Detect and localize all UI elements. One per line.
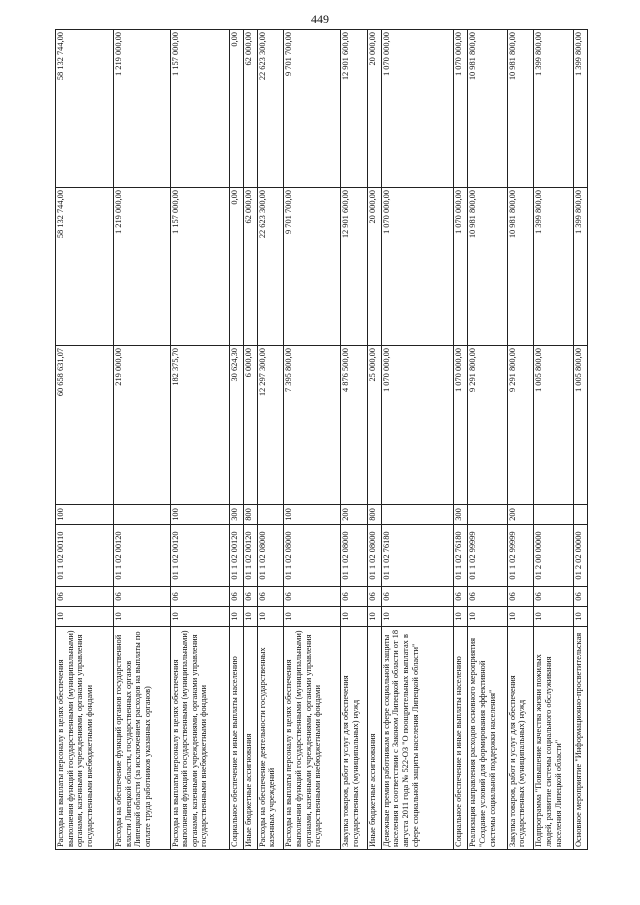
- row-subsection: 06: [243, 587, 257, 607]
- budget-table: [55, 29, 588, 850]
- row-name: Реализация направления расходов основного мероприятия "Создание условий для формирования эффективной системы социальной поддержки населения": [468, 627, 507, 850]
- row-section: 10: [170, 607, 229, 627]
- row-amount-2: 9 701 700,00: [284, 188, 341, 346]
- row-target-article: 01 1 02 00120: [243, 525, 257, 587]
- row-target-article: 01 1 02 08000: [367, 525, 381, 587]
- table-row: [243, 30, 257, 850]
- row-amount-3: 10 981 800,00: [468, 30, 507, 188]
- row-amount-3: 1 070 000,00: [454, 30, 468, 188]
- table-row: [229, 30, 243, 850]
- row-name: Денежные премии работникам в сфере социальной защиты населения в соответствии с Законом Липецкой области от 18 августа 2011 года № 522-ОЗ "О поощрительных выплатах в сфере социальной защиты населения Липецкой области": [381, 627, 453, 850]
- row-subsection: 06: [341, 587, 368, 607]
- row-amount-1: 1 005 800,00: [573, 346, 587, 505]
- table-row: [534, 30, 573, 850]
- row-amount-3: 20 000,00: [367, 30, 381, 188]
- row-expense-type: [573, 505, 587, 525]
- row-amount-3: 1 157 000,00: [170, 30, 229, 188]
- row-section: 10: [341, 607, 368, 627]
- row-name: Расходы на выплаты персоналу в целях обеспечения выполнения функций государственными (муниципальными) органами, казенными учреждениями, органами управления государственными внебюджетными фондами: [170, 627, 229, 850]
- row-amount-3: 1 399 800,00: [534, 30, 573, 188]
- table-row: [573, 30, 587, 850]
- row-section: 10: [113, 607, 170, 627]
- row-amount-2: 12 901 600,00: [341, 188, 368, 346]
- row-subsection: 06: [284, 587, 341, 607]
- row-section: 10: [534, 607, 573, 627]
- row-section: 10: [454, 607, 468, 627]
- row-name: Подпрограмма "Повышение качества жизни пожилых людей, развитие системы социального обслуживания населения Липецкой области": [534, 627, 573, 850]
- row-target-article: 01 1 02 99999: [507, 525, 534, 587]
- row-expense-type: 800: [243, 505, 257, 525]
- row-amount-3: 0,00: [229, 30, 243, 188]
- table-row: [170, 30, 229, 850]
- row-amount-3: 9 701 700,00: [284, 30, 341, 188]
- table-row: [257, 30, 284, 850]
- row-subsection: 06: [468, 587, 507, 607]
- row-amount-2: 22 623 300,00: [257, 188, 284, 346]
- row-target-article: 01 1 02 00110: [56, 525, 114, 587]
- row-target-article: 01 1 02 76180: [381, 525, 453, 587]
- row-amount-1: 9 291 800,00: [468, 346, 507, 505]
- row-amount-3: 10 981 800,00: [507, 30, 534, 188]
- row-name: Расходы на обеспечение функций органов государственной власти Липецкой области, государственных органов Липецкой области (за исключением расходов на выплаты по оплате труда работников указанных органов): [113, 627, 170, 850]
- row-amount-2: 58 132 744,00: [56, 188, 114, 346]
- row-amount-1: 1 005 800,00: [534, 346, 573, 505]
- table-row: [113, 30, 170, 850]
- row-section: 10: [507, 607, 534, 627]
- row-amount-3: 58 132 744,00: [56, 30, 114, 188]
- row-amount-1: 9 291 800,00: [507, 346, 534, 505]
- row-subsection: 06: [56, 587, 114, 607]
- row-subsection: 06: [367, 587, 381, 607]
- row-expense-type: 300: [454, 505, 468, 525]
- row-amount-2: 20 000,00: [367, 188, 381, 346]
- row-amount-3: 1 219 000,00: [113, 30, 170, 188]
- row-amount-1: 1 070 000,00: [454, 346, 468, 505]
- row-name: Расходы на обеспечение деятельности государственных казенных учреждений: [257, 627, 284, 850]
- row-name: Основное мероприятие "Информационно-просветительская: [573, 627, 587, 850]
- row-subsection: 06: [229, 587, 243, 607]
- row-amount-2: 1 070 000,00: [381, 188, 453, 346]
- row-section: 10: [257, 607, 284, 627]
- row-amount-2: 1 399 800,00: [573, 188, 587, 346]
- row-amount-2: 1 399 800,00: [534, 188, 573, 346]
- row-amount-3: 22 623 300,00: [257, 30, 284, 188]
- row-name: Закупка товаров, работ и услуг для обеспечения государственных (муниципальных) нужд: [341, 627, 368, 850]
- row-amount-1: 25 000,00: [367, 346, 381, 505]
- row-amount-2: 10 981 800,00: [507, 188, 534, 346]
- rotated-table-container: [55, 30, 588, 850]
- row-subsection: 06: [257, 587, 284, 607]
- row-expense-type: 100: [284, 505, 341, 525]
- row-amount-2: 62 000,00: [243, 188, 257, 346]
- row-section: 10: [229, 607, 243, 627]
- row-amount-3: 1 399 800,00: [573, 30, 587, 188]
- table-row: [56, 30, 114, 850]
- table-row: [507, 30, 534, 850]
- row-target-article: 01 2 02 00000: [573, 525, 587, 587]
- row-target-article: 01 1 02 00120: [229, 525, 243, 587]
- row-subsection: 06: [454, 587, 468, 607]
- row-target-article: 01 1 02 00120: [113, 525, 170, 587]
- row-subsection: 06: [534, 587, 573, 607]
- row-name: Расходы на выплаты персоналу в целях обеспечения выполнения функций государственными (муниципальными) органами, казенными учреждениями, органами управления государственными внебюджетными фондами: [56, 627, 114, 850]
- row-amount-1: 1 070 000,00: [381, 346, 453, 505]
- row-target-article: 01 1 02 76180: [454, 525, 468, 587]
- row-section: 10: [243, 607, 257, 627]
- row-section: 10: [468, 607, 507, 627]
- page-number: 449: [311, 12, 329, 26]
- row-subsection: 06: [170, 587, 229, 607]
- row-amount-3: 12 901 600,00: [341, 30, 368, 188]
- row-section: 10: [573, 607, 587, 627]
- row-amount-1: 12 297 300,00: [257, 346, 284, 505]
- row-expense-type: 300: [229, 505, 243, 525]
- row-expense-type: 100: [56, 505, 114, 525]
- row-expense-type: [257, 505, 284, 525]
- row-section: 10: [56, 607, 114, 627]
- table-row: [468, 30, 507, 850]
- row-amount-1: 30 624,30: [229, 346, 243, 505]
- row-subsection: 06: [507, 587, 534, 607]
- row-amount-1: 6 000,00: [243, 346, 257, 505]
- row-name: Расходы на выплаты персоналу в целях обеспечения выполнения функций государственными (муниципальными) органами, казенными учреждениями, органами управления государственными внебюджетными фондами: [284, 627, 341, 850]
- row-expense-type: [468, 505, 507, 525]
- row-expense-type: [113, 505, 170, 525]
- row-amount-3: 1 070 000,00: [381, 30, 453, 188]
- row-expense-type: 800: [367, 505, 381, 525]
- row-target-article: 01 1 02 08000: [284, 525, 341, 587]
- row-amount-1: 219 000,00: [113, 346, 170, 505]
- table-row: [341, 30, 368, 850]
- row-subsection: 06: [113, 587, 170, 607]
- table-row: [454, 30, 468, 850]
- row-subsection: 06: [573, 587, 587, 607]
- table-row: [381, 30, 453, 850]
- row-section: 10: [284, 607, 341, 627]
- row-name: Социальное обеспечение и иные выплаты населению: [229, 627, 243, 850]
- row-name: Иные бюджетные ассигнования: [243, 627, 257, 850]
- row-amount-1: 4 876 500,00: [341, 346, 368, 505]
- row-expense-type: [381, 505, 453, 525]
- row-amount-2: 1 157 000,00: [170, 188, 229, 346]
- row-target-article: 01 1 02 99999: [468, 525, 507, 587]
- row-name: Закупка товаров, работ и услуг для обеспечения государственных (муниципальных) нужд: [507, 627, 534, 850]
- row-amount-2: 10 981 800,00: [468, 188, 507, 346]
- row-amount-2: 1 070 000,00: [454, 188, 468, 346]
- row-section: 10: [367, 607, 381, 627]
- table-row: [367, 30, 381, 850]
- row-subsection: 06: [381, 587, 453, 607]
- row-name: Социальное обеспечение и иные выплаты населению: [454, 627, 468, 850]
- row-target-article: 01 1 02 08000: [257, 525, 284, 587]
- table-row: [284, 30, 341, 850]
- row-name: Иные бюджетные ассигнования: [367, 627, 381, 850]
- row-amount-1: 7 395 800,00: [284, 346, 341, 505]
- row-amount-2: 0,00: [229, 188, 243, 346]
- row-target-article: 01 1 02 08000: [341, 525, 368, 587]
- row-expense-type: 200: [507, 505, 534, 525]
- row-amount-3: 62 000,00: [243, 30, 257, 188]
- row-expense-type: 100: [170, 505, 229, 525]
- row-target-article: 01 1 02 00120: [170, 525, 229, 587]
- row-amount-1: 182 375,70: [170, 346, 229, 505]
- row-amount-2: 1 219 000,00: [113, 188, 170, 346]
- row-amount-1: 60 658 631,07: [56, 346, 114, 505]
- row-section: 10: [381, 607, 453, 627]
- row-expense-type: 200: [341, 505, 368, 525]
- row-expense-type: [534, 505, 573, 525]
- row-target-article: 01 2 00 00000: [534, 525, 573, 587]
